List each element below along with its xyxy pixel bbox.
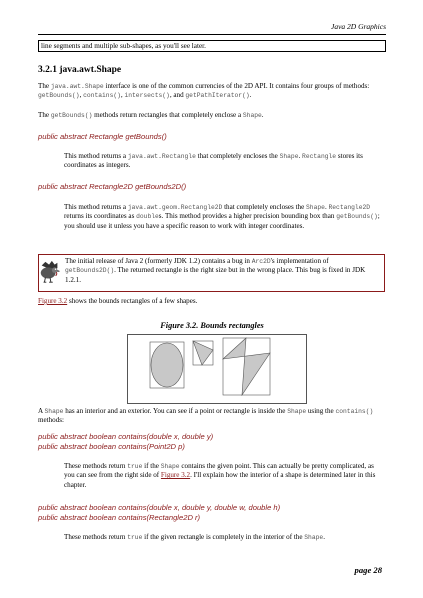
- method-signature-contains-rect: public abstract boolean contains(Rectangle2D r): [38, 513, 201, 522]
- ellipse-shape: [151, 343, 183, 387]
- contains-rect-description: These methods return true if the given rectangle is completely in the interior of the Shape.: [64, 533, 325, 541]
- method-signature-contains-xywh: public abstract boolean contains(double x, double y, double w, double h): [38, 503, 281, 512]
- section-title: 3.2.1 java.awt.Shape: [38, 65, 122, 75]
- header-rule: [38, 34, 386, 35]
- method-signature-getbounds2d: public abstract Rectangle2D getBounds2D(): [38, 182, 187, 191]
- getbounds2d-description: This method returns a java.awt.geom.Rectangle2D that completely encloses the Shape. Rectangle2D returns its coordinates as doubles. This method provides a higher precision bounding box than getBounds(); you should use it unless you have a specific reason to work with integer coordinates.: [64, 203, 380, 230]
- contains-point-description: These methods return true if the Shape contains the given point. This can actually be pretty complicated, as you can see from the right side of Figure 3.2. I'll explain how the interior of a shape is determined later in this chapter.: [64, 462, 376, 489]
- running-header: Java 2D Graphics: [331, 22, 386, 31]
- bounds-intro-paragraph: The getBounds() methods return rectangles that completely enclose a Shape.: [38, 111, 264, 119]
- contains-intro-paragraph: A Shape has an interior and an exterior. You can see if a point or rectangle is inside the Shape using the contains() methods:: [38, 407, 374, 425]
- page-number: page 28: [354, 565, 382, 575]
- intro-paragraph: The java.awt.Shape interface is one of the common currencies of the 2D API. It contains four groups of methods: getBounds(), contains(), intersects(), and getPathIterator().: [38, 82, 370, 100]
- figure-illustration: [128, 335, 306, 403]
- getbounds-description: This method returns a java.awt.Rectangle that completely encloses the Shape. Rectangle stores its coordinates as integers.: [64, 152, 363, 170]
- bug-note-box: [38, 254, 385, 292]
- method-signature-contains-xy: public abstract boolean contains(double x, double y): [38, 432, 214, 441]
- self-intersecting-polygon-shape: [223, 338, 270, 395]
- figure-reference-paragraph: Figure 3.2 shows the bounds rectangles of a few shapes.: [38, 297, 198, 305]
- triangle-shape: [193, 341, 213, 365]
- method-signature-contains-point: public abstract boolean contains(Point2D p): [38, 442, 185, 451]
- turkey-icon: [38, 257, 62, 287]
- bug-note-text: The initial release of Java 2 (formerly JDK 1.2) contains a bug in Arc2D's implementation of getBounds2D(). The returned rectangle is the right size but in the wrong place. This bug is fixed in JDK 1.2.1.: [65, 257, 366, 284]
- continued-text-box: line segments and multiple sub-shapes, as you'll see later.: [38, 40, 386, 52]
- figure-bounds-rectangles: [127, 334, 307, 404]
- figure-title: Figure 3.2. Bounds rectangles: [160, 321, 264, 330]
- figure-3-2-inline-link[interactable]: Figure 3.2: [160, 471, 191, 480]
- figure-3-2-link[interactable]: Figure 3.2: [38, 297, 68, 305]
- method-signature-getbounds: public abstract Rectangle getBounds(): [38, 132, 167, 141]
